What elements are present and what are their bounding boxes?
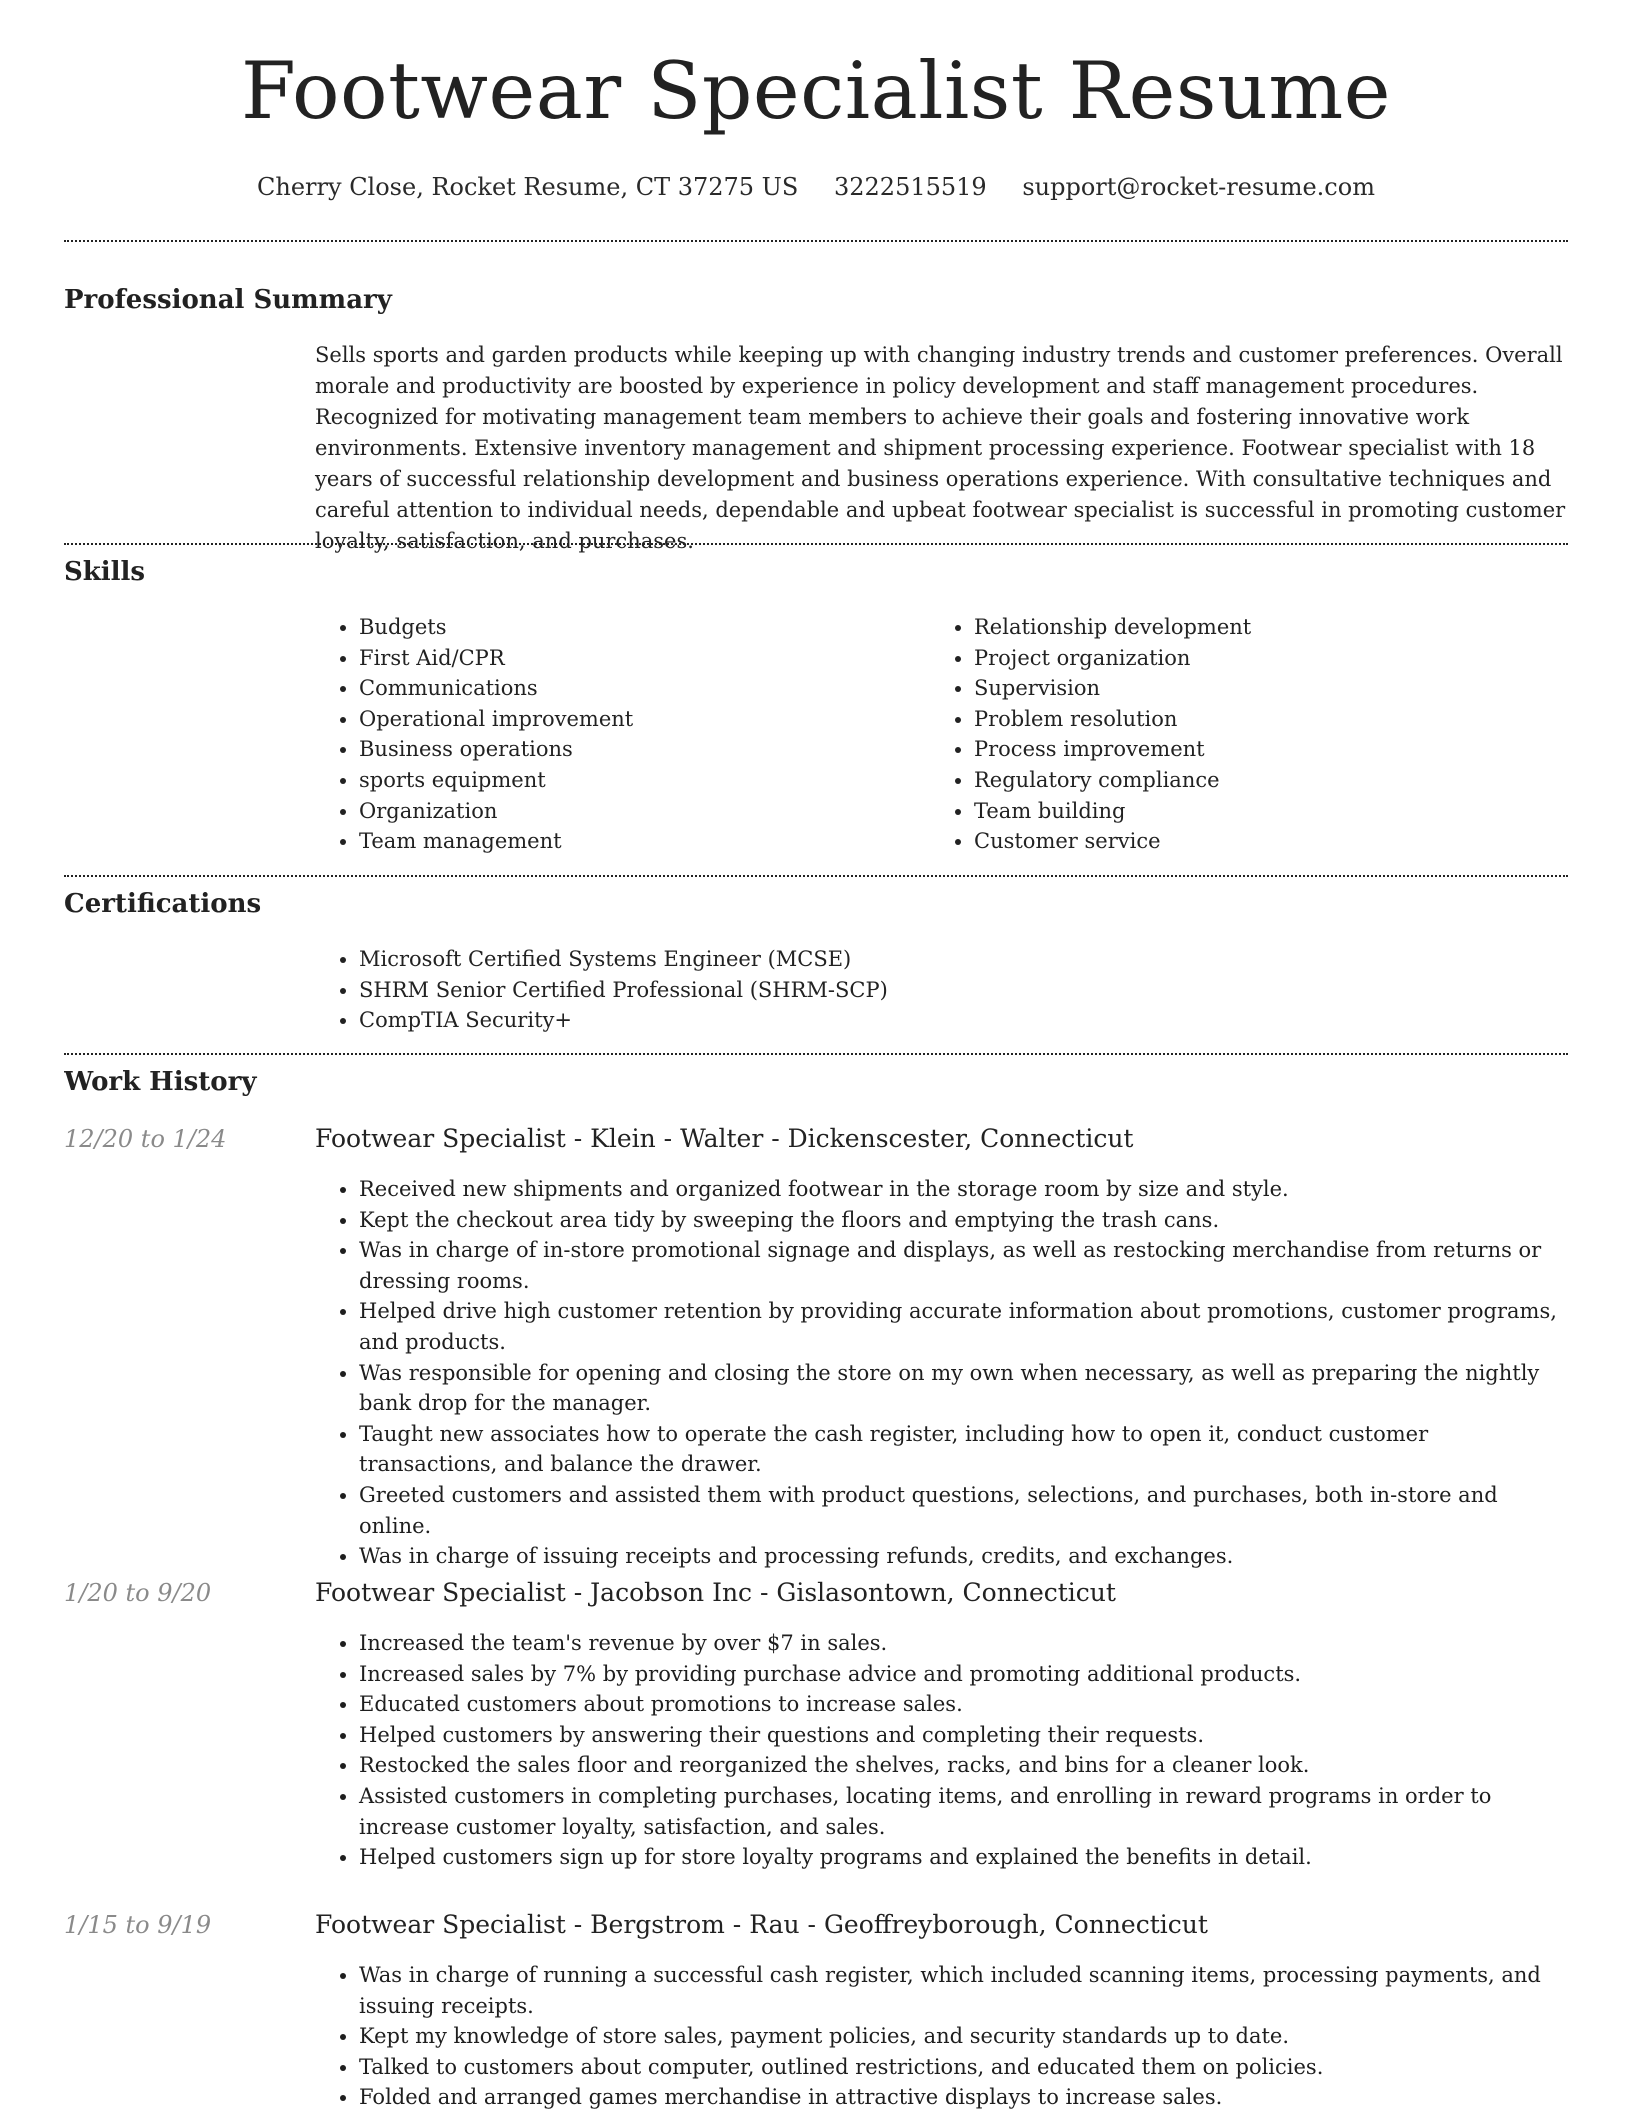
skill-item: • Relationship development xyxy=(974,612,1545,643)
skill-item: • First Aid/CPR xyxy=(359,643,930,674)
job-bullets xyxy=(315,1628,1568,1873)
job-bullet: • Was responsible for opening and closing the store on my own when necessary, as well as preparing the nightly bank drop for the manager. xyxy=(359,1358,1568,1419)
resume-page xyxy=(64,0,1568,2112)
skill-item: • Supervision xyxy=(974,673,1545,704)
job-bullet: • Taught new associates how to operate the cash register, including how to open it, conduct customer transactions, and balance the drawer. xyxy=(359,1419,1568,1480)
job-bullet: • Folded and arranged games merchandise in attractive displays to increase sales. xyxy=(359,2082,1568,2112)
contact-phone: 3222515519 xyxy=(833,173,987,201)
skill-item: • Regulatory compliance xyxy=(974,765,1545,796)
skill-item: • Team building xyxy=(974,796,1545,827)
job-bullet: • Kept the checkout area tidy by sweeping the floors and emptying the trash cans. xyxy=(359,1205,1568,1236)
job-title: Footwear Specialist - Bergstrom - Rau - Geoffreyborough, Connecticut xyxy=(315,1910,1208,1939)
job-bullet: • Restocked the sales floor and reorganized the shelves, racks, and bins for a cleaner look. xyxy=(359,1750,1568,1781)
resume-title: Footwear Specialist Resume xyxy=(240,45,1391,137)
job-bullet: • Received new shipments and organized footwear in the storage room by size and style. xyxy=(359,1174,1568,1205)
divider xyxy=(64,1053,1568,1055)
skills-column-left xyxy=(315,612,930,857)
skills-list xyxy=(315,612,1568,857)
job-bullet: • Was in charge of in-store promotional signage and displays, as well as restocking merchandise from returns or dressing rooms. xyxy=(359,1235,1568,1296)
divider xyxy=(64,240,1568,242)
job-bullet: • Was in charge of issuing receipts and processing refunds, credits, and exchanges. xyxy=(359,1541,1568,1572)
divider xyxy=(64,875,1568,877)
skill-item: • Business operations xyxy=(359,734,930,765)
job-bullet-list xyxy=(315,1960,1568,2112)
job-bullets xyxy=(315,1960,1568,2112)
certification-item: • Microsoft Certified Systems Engineer (MCSE) xyxy=(359,944,1568,975)
section-title-skills: Skills xyxy=(64,557,146,587)
contact-line xyxy=(64,173,1568,202)
job-bullets xyxy=(315,1174,1568,1572)
skill-item: • Project organization xyxy=(974,643,1545,674)
job-bullet: • Increased the team's revenue by over $7 in sales. xyxy=(359,1628,1568,1659)
skill-item: • sports equipment xyxy=(359,765,930,796)
job-bullet: • Assisted customers in completing purchases, locating items, and enrolling in reward programs in order to increase customer loyalty, satisfaction, and sales. xyxy=(359,1781,1568,1842)
certifications-list xyxy=(315,944,1568,1036)
contact-email: support@rocket-resume.com xyxy=(1022,173,1375,201)
job-bullet: • Increased sales by 7% by providing purchase advice and promoting additional products. xyxy=(359,1659,1568,1690)
job-dates: 12/20 to 1/24 xyxy=(64,1125,227,1153)
job-dates: 1/15 to 9/19 xyxy=(64,1911,212,1939)
job-bullet: • Was in charge of running a successful cash register, which included scanning items, processing payments, and issuing receipts. xyxy=(359,1960,1568,2021)
job-dates: 1/20 to 9/20 xyxy=(64,1579,212,1607)
skill-item: • Customer service xyxy=(974,826,1545,857)
certifications-items xyxy=(315,944,1568,1036)
section-title-certifications: Certifications xyxy=(64,889,262,919)
job-bullet: • Educated customers about promotions to increase sales. xyxy=(359,1689,1568,1720)
job-bullet: • Greeted customers and assisted them with product questions, selections, and purchases, both in-store and online. xyxy=(359,1480,1568,1541)
skill-item: • Team management xyxy=(359,826,930,857)
skill-item: • Problem resolution xyxy=(974,704,1545,735)
job-bullet: • Helped customers by answering their questions and completing their requests. xyxy=(359,1720,1568,1751)
summary-text: Sells sports and garden products while keeping up with changing industry trends and customer preferences. Overall morale and productivity are boosted by experience in policy development and staff management procedures. Recognized for motivating management team members to achieve their goals and fostering innovative work environments. Extensive inventory management and shipment processing experience. Footwear specialist with 18 years of successful relationship development and business operations experience. With consultative techniques and careful attention to individual needs, dependable and upbeat footwear specialist is successful in promoting customer loyalty, satisfaction, and purchases. xyxy=(315,343,1566,553)
skill-item: • Budgets xyxy=(359,612,930,643)
job-bullet-list xyxy=(315,1628,1568,1873)
skill-item: • Operational improvement xyxy=(359,704,930,735)
job-title: Footwear Specialist - Klein - Walter - Dickenscester, Connecticut xyxy=(315,1124,1134,1153)
section-title-work-history: Work History xyxy=(64,1067,257,1097)
contact-address: Cherry Close, Rocket Resume, CT 37275 US xyxy=(257,173,799,201)
job-bullet-list xyxy=(315,1174,1568,1572)
certification-item: • CompTIA Security+ xyxy=(359,1005,1568,1036)
job-title: Footwear Specialist - Jacobson Inc - Gislasontown, Connecticut xyxy=(315,1578,1116,1607)
divider xyxy=(64,543,1568,545)
certification-item: • SHRM Senior Certified Professional (SHRM-SCP) xyxy=(359,975,1568,1006)
skill-item: • Communications xyxy=(359,673,930,704)
skill-item: • Process improvement xyxy=(974,734,1545,765)
job-bullet: • Helped customers sign up for store loyalty programs and explained the benefits in detail. xyxy=(359,1842,1568,1873)
skill-item: • Organization xyxy=(359,796,930,827)
skills-column-right xyxy=(930,612,1545,857)
section-title-summary: Professional Summary xyxy=(64,285,392,315)
job-bullet: • Talked to customers about computer, outlined restrictions, and educated them on policies. xyxy=(359,2052,1568,2083)
job-bullet: • Helped drive high customer retention by providing accurate information about promotions, customer programs, and products. xyxy=(359,1296,1568,1357)
job-bullet: • Kept my knowledge of store sales, payment policies, and security standards up to date. xyxy=(359,2021,1568,2052)
